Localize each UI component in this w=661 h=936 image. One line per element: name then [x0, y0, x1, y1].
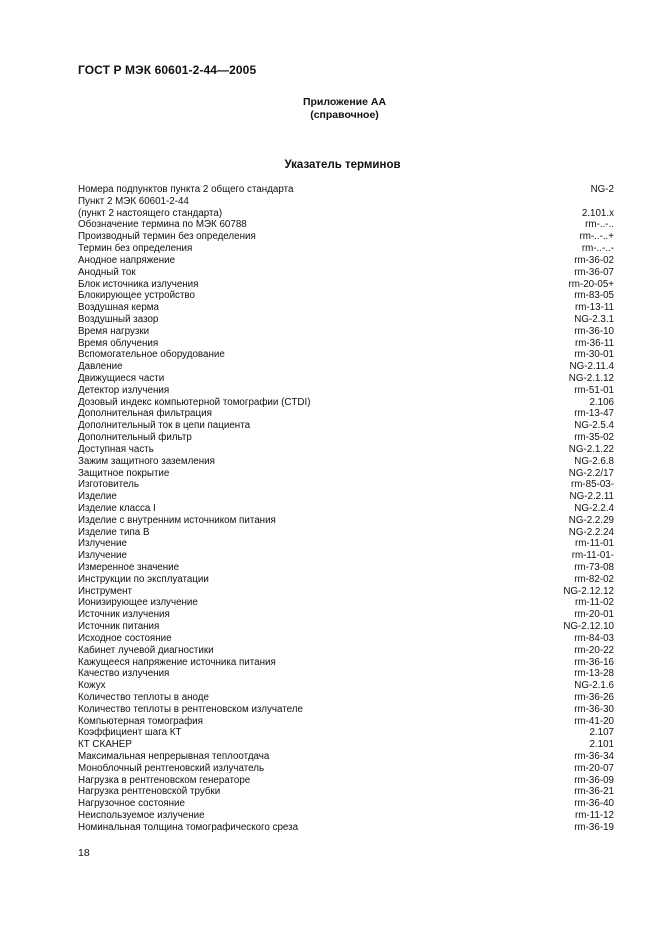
term-row	[78, 302, 614, 314]
term-row	[78, 716, 614, 728]
term-code: rm-13-28	[574, 668, 614, 680]
term-code: 2.101	[589, 739, 614, 751]
term-label: Номера подпунктов пункта 2 общего стандарта	[78, 184, 294, 195]
term-label: Блокирующее устройство	[78, 290, 195, 302]
term-row	[78, 527, 614, 539]
term-code: rm-36-16	[574, 656, 614, 668]
term-label: Дозовый индекс компьютерной томографии (CTDI)	[78, 396, 311, 408]
term-code: NG-2.2.4	[574, 502, 614, 514]
term-label: (пункт 2 настоящего стандарта)	[78, 207, 223, 219]
term-row	[78, 692, 614, 704]
term-row	[78, 763, 614, 775]
terms-index	[78, 184, 614, 834]
page-number: 18	[78, 847, 90, 859]
term-label: Вспомогательное оборудование	[78, 349, 225, 361]
term-label: Движущиеся части	[78, 373, 165, 384]
term-label: Излучение	[78, 550, 127, 562]
term-row	[78, 279, 614, 291]
term-row	[78, 751, 614, 763]
term-row	[78, 444, 614, 456]
term-label: Номинальная толщина томографического среза	[78, 821, 299, 833]
term-label: Моноблочный рентгеновский излучатель	[78, 762, 265, 774]
term-code: NG-2.2.11	[569, 491, 614, 503]
term-code: NG-2.1.22	[568, 443, 614, 455]
term-label: Коэффициент шага КТ	[78, 727, 182, 739]
term-label: Изделие типа В	[78, 526, 150, 538]
term-row	[78, 408, 614, 420]
term-label: Производный термин без определения	[78, 231, 256, 243]
term-row	[78, 704, 614, 716]
term-label: Детектор излучения	[78, 384, 170, 396]
term-code: rm-36-09	[574, 774, 614, 786]
term-label: Максимальная непрерывная теплоотдача	[78, 751, 270, 762]
term-label: Блок источника излучения	[78, 278, 199, 290]
term-label: Измеренное значение	[78, 562, 180, 573]
term-label: Неиспользуемое излучение	[78, 810, 205, 822]
term-label: Нагрузочное состояние	[78, 798, 185, 810]
term-label: Количество теплоты в аноде	[78, 691, 209, 703]
term-row	[78, 243, 614, 255]
term-row	[78, 621, 614, 633]
term-code: rm-35-02	[574, 432, 614, 444]
term-code: rm-11-12	[574, 810, 614, 822]
term-code: rm-73-08	[574, 562, 614, 573]
term-label: Доступная часть	[78, 443, 154, 455]
term-code: rm-20-22	[574, 644, 614, 656]
term-row	[78, 267, 614, 279]
term-label: Источник питания	[78, 621, 160, 633]
term-label: КТ СКАНЕР	[78, 739, 132, 751]
term-label: Давление	[78, 361, 123, 373]
term-code: rm-13-47	[574, 408, 614, 420]
term-row	[78, 184, 614, 196]
term-code: rm-..-..+	[579, 231, 614, 243]
term-code: NG-2.11.4	[569, 361, 614, 373]
index-title: Указатель терминов	[284, 159, 401, 171]
term-label: Изготовитель	[78, 479, 139, 491]
term-code: rm-82-02	[574, 573, 614, 585]
term-label: Изделие с внутренним источником питания	[78, 514, 276, 526]
term-code: NG-2.6.8	[574, 455, 614, 467]
term-row	[78, 290, 614, 302]
term-row	[78, 456, 614, 468]
term-code: NG-2.2/17	[568, 467, 614, 479]
term-label: Термин без определения	[78, 243, 193, 255]
term-label: Ионизирующее излучение	[78, 597, 198, 609]
term-row	[78, 515, 614, 527]
term-label: Воздушный зазор	[78, 313, 159, 325]
term-code: rm-13-11	[574, 302, 614, 314]
term-row	[78, 420, 614, 432]
term-code: rm-11-01-	[571, 550, 614, 562]
term-code: rm-11-01	[574, 538, 614, 550]
term-row	[78, 326, 614, 338]
term-label: Защитное покрытие	[78, 467, 170, 479]
term-row	[78, 822, 614, 834]
term-label: Время облучения	[78, 337, 159, 349]
term-label: Изделие	[78, 491, 117, 503]
term-code: rm-20-05+	[568, 278, 614, 290]
annex-heading	[0, 96, 661, 122]
term-row	[78, 633, 614, 645]
term-code: 2.106	[589, 396, 614, 408]
term-code: rm-36-10	[574, 325, 614, 337]
term-code: rm-83-05	[574, 290, 614, 302]
term-row	[78, 739, 614, 751]
term-row	[78, 432, 614, 444]
term-row	[78, 219, 614, 231]
term-label: Зажим защитного заземления	[78, 455, 215, 467]
term-code: NG-2.1.12	[568, 373, 614, 384]
term-code: rm-36-34	[574, 751, 614, 762]
term-code: rm-51-01	[574, 384, 614, 396]
term-label: Обозначение термина по МЭК 60788	[78, 219, 247, 231]
term-label: Компьютерная томография	[78, 715, 203, 727]
term-label: Дополнительная фильтрация	[78, 408, 212, 420]
term-row	[78, 255, 614, 267]
term-code: rm-36-19	[574, 821, 614, 833]
term-label: Анодное напряжение	[78, 254, 176, 266]
term-label: Инструкции по эксплуатации	[78, 573, 209, 585]
term-code: NG-2.5.4	[574, 420, 614, 432]
term-label: Кажущееся напряжение источника питания	[78, 656, 276, 668]
term-label: Изделие класса I	[78, 502, 156, 514]
term-code: NG-2.2.24	[568, 526, 614, 538]
term-code: NG-2	[590, 184, 614, 195]
term-code: rm-36-21	[574, 786, 614, 798]
term-code: rm-85-03-	[570, 479, 614, 491]
term-label: Дополнительный ток в цепи пациента	[78, 420, 251, 432]
term-code: rm-41-20	[574, 715, 614, 727]
term-label: Дополнительный фильтр	[78, 432, 192, 444]
term-code: rm-11-02	[574, 597, 614, 609]
term-row	[78, 373, 614, 385]
term-code: rm-..-..	[585, 219, 614, 231]
term-label: Кожух	[78, 680, 106, 692]
term-row	[78, 645, 614, 657]
term-row	[78, 338, 614, 350]
term-label: Пункт 2 МЭК 60601-2-44	[78, 195, 189, 207]
term-row	[78, 550, 614, 562]
annex-subtitle: (справочное)	[310, 109, 379, 121]
term-row	[78, 727, 614, 739]
term-row	[78, 786, 614, 798]
term-label: Инструмент	[78, 585, 133, 597]
term-row	[78, 397, 614, 409]
term-row	[78, 609, 614, 621]
term-row	[78, 680, 614, 692]
term-label: Качество излучения	[78, 668, 170, 680]
term-row	[78, 810, 614, 822]
term-row	[78, 668, 614, 680]
term-label: Количество теплоты в рентгеновском излучателе	[78, 703, 303, 715]
term-label: Время нагрузки	[78, 325, 150, 337]
term-row	[78, 597, 614, 609]
term-row	[78, 586, 614, 598]
term-row	[78, 314, 614, 326]
term-label: Воздушная керма	[78, 302, 159, 314]
term-code: rm-36-26	[574, 691, 614, 703]
term-row	[78, 385, 614, 397]
term-row	[78, 208, 614, 220]
term-code: NG-2.12.10	[563, 621, 614, 633]
term-row	[78, 231, 614, 243]
term-code: rm-36-40	[574, 798, 614, 810]
document-header: ГОСТ Р МЭК 60601-2-44—2005	[78, 63, 257, 77]
annex-title: Приложение АА	[302, 96, 387, 108]
term-row	[78, 657, 614, 669]
term-code: rm-36-07	[574, 266, 614, 278]
term-row	[78, 196, 614, 208]
term-row	[78, 479, 614, 491]
term-code: NG-2.12.12	[563, 585, 614, 597]
term-code: rm-30-01	[574, 349, 614, 361]
term-row	[78, 538, 614, 550]
term-code: 2.107	[589, 727, 614, 739]
term-row	[78, 798, 614, 810]
term-label: Кабинет лучевой диагностики	[78, 644, 214, 656]
term-row	[78, 775, 614, 787]
term-label: Анодный ток	[78, 266, 136, 278]
term-row	[78, 491, 614, 503]
term-code: rm-36-30	[574, 703, 614, 715]
term-code: rm-36-11	[574, 337, 614, 349]
term-label: Нагрузка в рентгеновском генераторе	[78, 774, 251, 786]
term-code: 2.101.x	[581, 207, 614, 219]
term-row	[78, 562, 614, 574]
term-code: rm-..-..-	[581, 243, 614, 255]
term-code: rm-20-01	[574, 609, 614, 621]
term-code: NG-2.1.6	[574, 680, 614, 692]
term-code: rm-20-07	[574, 762, 614, 774]
term-row	[78, 349, 614, 361]
term-label: Нагрузка рентгеновской трубки	[78, 786, 221, 798]
term-row	[78, 503, 614, 515]
term-code: rm-36-02	[574, 254, 614, 266]
term-label: Излучение	[78, 538, 127, 550]
term-label: Исходное состояние	[78, 632, 172, 644]
term-row	[78, 361, 614, 373]
term-label: Источник излучения	[78, 609, 170, 621]
term-row	[78, 574, 614, 586]
term-code: rm-84-03	[574, 632, 614, 644]
term-code: NG-2.2.29	[568, 514, 614, 526]
term-row	[78, 468, 614, 480]
term-code: NG-2.3.1	[574, 313, 614, 325]
